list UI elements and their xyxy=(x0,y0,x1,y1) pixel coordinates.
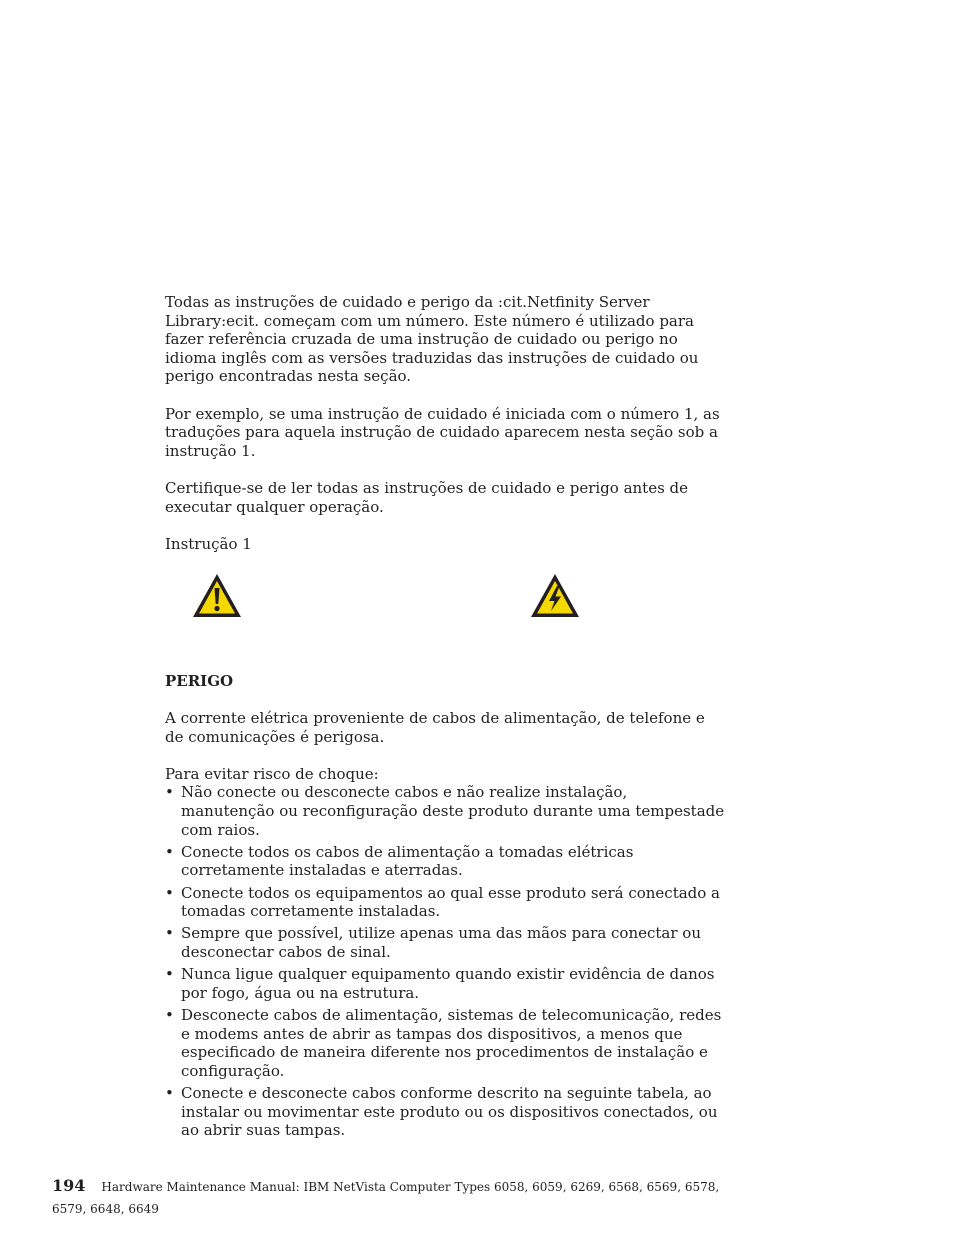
list-item: • Conecte todos os equipamentos ao qual esse produto será conectado a tomadas corretamente instaladas. xyxy=(165,883,721,921)
caution-icon xyxy=(191,572,243,620)
bullet-icon: • xyxy=(165,965,174,984)
bullet-icon: • xyxy=(165,1083,174,1102)
list-item: • Conecte e desconecte cabos conforme descrito na seguinte tabela, ao instalar ou movimentar este produto ou os dispositivos conectados, ou ao abrir suas tampas. xyxy=(165,1083,718,1140)
hazard-icons xyxy=(165,572,725,672)
bullet-icon: • xyxy=(165,842,174,861)
danger-heading: PERIGO xyxy=(165,671,234,690)
list-intro: Para evitar risco de choque: xyxy=(165,764,379,783)
safety-list xyxy=(165,783,725,1139)
bullet-icon: • xyxy=(165,1005,174,1024)
list-item: • Sempre que possível, utilize apenas uma das mãos para conectar ou desconectar cabos de sinal. xyxy=(165,924,701,961)
intro-paragraph-3: Certifique-se de ler todas as instruções de cuidado e perigo antes de executar qualquer operação. xyxy=(165,478,689,516)
danger-text: A corrente elétrica proveniente de cabos de alimentação, de telefone e de comunicações é perigosa. xyxy=(165,709,705,746)
electrical-hazard-icon xyxy=(529,572,581,620)
list-item: • Nunca ligue qualquer equipamento quando existir evidência de danos por fogo, água ou na estrutura. xyxy=(165,965,715,1002)
intro-paragraph-2: Por exemplo, se uma instrução de cuidado é iniciada com o número 1, as traduções para aquela instrução de cuidado aparecem nesta seção sob a instrução 1. xyxy=(165,404,720,460)
list-item: • Conecte todos os cabos de alimentação a tomadas elétricas corretamente instaladas e aterradas. xyxy=(165,842,634,880)
bullet-icon: • xyxy=(165,783,174,802)
bullet-icon: • xyxy=(165,924,174,943)
document-body xyxy=(165,293,725,1143)
page-footer xyxy=(52,1175,732,1220)
page-number: 194 xyxy=(52,1176,86,1195)
list-item: • Desconecte cabos de alimentação, sistemas de telecomunicação, redes e modems antes de abrir as tampas dos dispositivos, a menos que especificado de maneira diferente nos procedimentos de instalação e configuração. xyxy=(165,1005,722,1080)
list-item: • Não conecte ou desconecte cabos e não realize instalação, manutenção ou reconfiguração deste produto durante uma tempestade com raios. xyxy=(165,783,725,839)
statement-label: Instrução 1 xyxy=(165,534,252,553)
footer-text: Hardware Maintenance Manual: IBM NetVista Computer Types 6058, 6059, 6269, 6568, 6569, 6578, 6579, 6648, 6649 xyxy=(52,1180,720,1216)
bullet-icon: • xyxy=(165,883,174,902)
intro-paragraph-1: Todas as instruções de cuidado e perigo da :cit.Netfinity Server Library:ecit. começam com um número. Este número é utilizado para fazer referência cruzada de uma instrução de cuidado ou perigo no idioma inglês com as versões traduzidas das instruções de cuidado ou perigo encontradas nesta seção. xyxy=(165,293,699,386)
